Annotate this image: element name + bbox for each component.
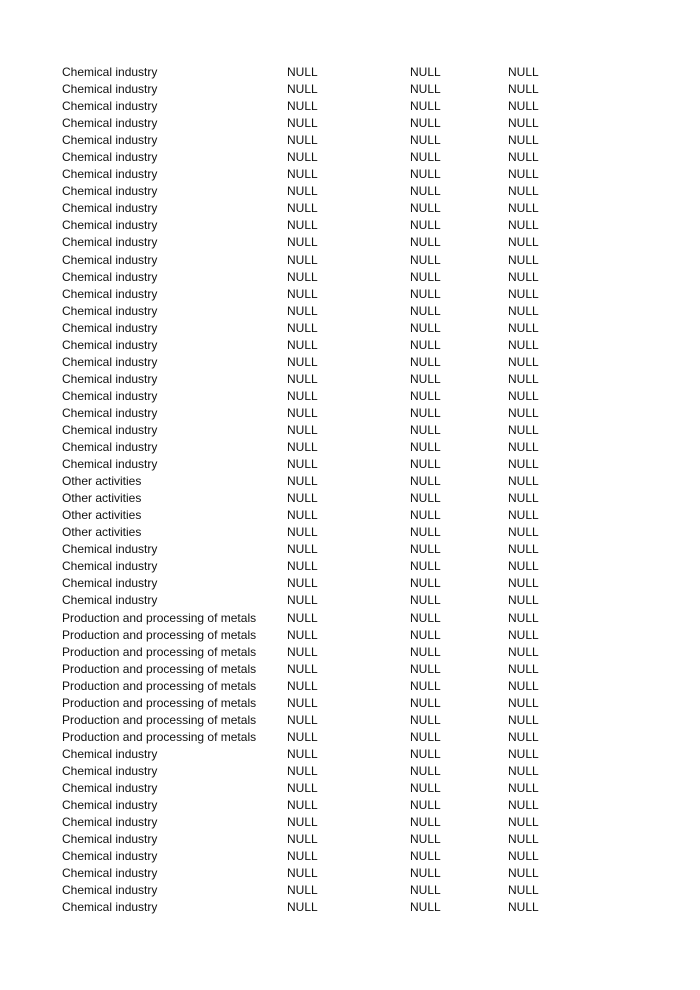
sector-cell: Chemical industry [62,371,158,386]
sector-cell: Chemical industry [62,832,158,847]
table-row [62,780,622,797]
value-cell: NULL [508,388,539,403]
value-cell: NULL [287,712,318,727]
value-cell: NULL [508,133,539,148]
value-cell: NULL [410,337,441,352]
sector-cell: Chemical industry [62,405,158,420]
value-cell: NULL [287,593,318,608]
table-row [62,661,622,678]
value-cell: NULL [287,371,318,386]
value-cell: NULL [508,798,539,813]
sector-cell: Chemical industry [62,388,158,403]
value-cell: NULL [287,508,318,523]
table-row [62,695,622,712]
value-cell: NULL [287,474,318,489]
sector-cell: Chemical industry [62,65,158,79]
value-cell: NULL [508,303,539,318]
value-cell: NULL [508,320,539,335]
sector-cell: Chemical industry [62,116,158,131]
value-cell: NULL [508,405,539,420]
table-row [62,371,622,388]
sector-cell: Chemical industry [62,866,158,881]
sector-cell: Production and processing of metals [62,695,257,710]
sector-cell: Chemical industry [62,559,158,574]
value-cell: NULL [410,678,441,693]
value-cell: NULL [287,815,318,830]
value-cell: NULL [508,354,539,369]
value-cell: NULL [287,269,318,284]
table-row [62,388,622,405]
value-cell: NULL [508,729,539,744]
value-cell: NULL [287,866,318,881]
table-row [62,422,622,439]
value-cell: NULL [508,542,539,557]
value-cell: NULL [508,440,539,455]
table-row [62,200,622,217]
value-cell: NULL [410,65,441,79]
value-cell: NULL [410,235,441,250]
value-cell: NULL [508,832,539,847]
value-cell: NULL [508,422,539,437]
value-cell: NULL [287,457,318,472]
table-row [62,405,622,422]
table-row [62,865,622,882]
value-cell: NULL [410,354,441,369]
table-row [62,541,622,558]
sector-cell: Production and processing of metals [62,712,257,727]
value-cell: NULL [287,303,318,318]
table-row [62,183,622,200]
value-cell: NULL [287,150,318,165]
sector-cell: Chemical industry [62,440,158,455]
table-row [62,627,622,644]
value-cell: NULL [508,457,539,472]
value-cell: NULL [410,712,441,727]
table-row [62,64,622,81]
sector-cell: Chemical industry [62,303,158,318]
sector-cell: Chemical industry [62,218,158,233]
value-cell: NULL [410,405,441,420]
value-cell: NULL [410,116,441,131]
sector-cell: Production and processing of metals [62,627,257,642]
table-row [62,831,622,848]
table-row [62,286,622,303]
sector-cell: Chemical industry [62,286,158,301]
value-cell: NULL [508,746,539,761]
value-cell: NULL [287,184,318,199]
value-cell: NULL [287,201,318,216]
value-cell: NULL [410,815,441,830]
value-cell: NULL [508,235,539,250]
sector-cell: Chemical industry [62,422,158,437]
sector-cell: Other activities [62,491,142,506]
value-cell: NULL [410,422,441,437]
sector-cell: Chemical industry [62,849,158,864]
value-cell: NULL [287,763,318,778]
value-cell: NULL [508,695,539,710]
value-cell: NULL [287,388,318,403]
value-cell: NULL [287,320,318,335]
table-row [62,507,622,524]
value-cell: NULL [410,167,441,182]
value-cell: NULL [287,678,318,693]
value-cell: NULL [508,627,539,642]
table-row [62,678,622,695]
table-row [62,644,622,661]
table-row [62,592,622,609]
table-row [62,746,622,763]
sector-cell: Chemical industry [62,746,158,761]
value-cell: NULL [410,99,441,114]
value-cell: NULL [410,269,441,284]
value-cell: NULL [287,661,318,676]
value-cell: NULL [287,422,318,437]
table-row [62,354,622,371]
value-cell: NULL [508,508,539,523]
value-cell: NULL [287,116,318,131]
value-cell: NULL [287,491,318,506]
value-cell: NULL [287,644,318,659]
value-cell: NULL [410,320,441,335]
value-cell: NULL [508,286,539,301]
value-cell: NULL [508,763,539,778]
value-cell: NULL [410,474,441,489]
value-cell: NULL [410,746,441,761]
sector-cell: Chemical industry [62,542,158,557]
value-cell: NULL [287,99,318,114]
sector-cell: Chemical industry [62,133,158,148]
sector-cell: Chemical industry [62,900,158,915]
value-cell: NULL [508,218,539,233]
value-cell: NULL [410,286,441,301]
value-cell: NULL [410,542,441,557]
value-cell: NULL [410,644,441,659]
value-cell: NULL [508,65,539,79]
value-cell: NULL [287,627,318,642]
table-row [62,558,622,575]
value-cell: NULL [410,576,441,591]
value-cell: NULL [410,763,441,778]
table-row [62,217,622,234]
value-cell: NULL [287,832,318,847]
value-cell: NULL [287,337,318,352]
table-row [62,473,622,490]
table-row [62,712,622,729]
value-cell: NULL [508,883,539,898]
value-cell: NULL [287,542,318,557]
value-cell: NULL [508,644,539,659]
table-row [62,81,622,98]
table-row [62,882,622,899]
sector-cell: Chemical industry [62,184,158,199]
sector-cell: Chemical industry [62,201,158,216]
table-row [62,149,622,166]
value-cell: NULL [508,525,539,540]
value-cell: NULL [508,815,539,830]
value-cell: NULL [508,99,539,114]
value-cell: NULL [508,900,539,915]
sector-cell: Chemical industry [62,763,158,778]
value-cell: NULL [287,354,318,369]
table-row [62,899,622,916]
table-row [62,115,622,132]
value-cell: NULL [287,610,318,625]
table-row [62,439,622,456]
sector-cell: Chemical industry [62,354,158,369]
table-row [62,848,622,865]
sector-cell: Chemical industry [62,99,158,114]
sector-cell: Chemical industry [62,150,158,165]
value-cell: NULL [508,593,539,608]
value-cell: NULL [287,883,318,898]
value-cell: NULL [508,780,539,795]
table-row [62,610,622,627]
value-cell: NULL [508,201,539,216]
value-cell: NULL [410,610,441,625]
value-cell: NULL [410,201,441,216]
value-cell: NULL [508,184,539,199]
value-cell: NULL [410,440,441,455]
sector-cell: Other activities [62,508,142,523]
value-cell: NULL [508,252,539,267]
sector-cell: Production and processing of metals [62,610,257,625]
table-row [62,303,622,320]
table-row [62,763,622,780]
sector-cell: Production and processing of metals [62,644,257,659]
table-row [62,234,622,251]
data-table [62,64,622,916]
value-cell: NULL [287,746,318,761]
table-row [62,166,622,183]
value-cell: NULL [410,627,441,642]
value-cell: NULL [410,866,441,881]
sector-cell: Production and processing of metals [62,678,257,693]
value-cell: NULL [508,559,539,574]
sector-cell: Production and processing of metals [62,661,257,676]
value-cell: NULL [508,474,539,489]
value-cell: NULL [287,900,318,915]
value-cell: NULL [410,832,441,847]
sector-cell: Chemical industry [62,883,158,898]
value-cell: NULL [410,303,441,318]
value-cell: NULL [287,780,318,795]
sector-cell: Chemical industry [62,815,158,830]
value-cell: NULL [508,491,539,506]
value-cell: NULL [287,798,318,813]
value-cell: NULL [410,883,441,898]
value-cell: NULL [508,866,539,881]
table-row [62,252,622,269]
value-cell: NULL [508,712,539,727]
table-row [62,575,622,592]
table-row [62,524,622,541]
sector-cell: Chemical industry [62,593,158,608]
sector-cell: Chemical industry [62,235,158,250]
value-cell: NULL [410,661,441,676]
sector-cell: Production and processing of metals [62,729,257,744]
value-cell: NULL [287,729,318,744]
sector-cell: Other activities [62,525,142,540]
value-cell: NULL [410,729,441,744]
table-row [62,814,622,831]
table-row [62,132,622,149]
value-cell: NULL [287,405,318,420]
value-cell: NULL [508,576,539,591]
sector-cell: Chemical industry [62,798,158,813]
value-cell: NULL [508,269,539,284]
value-cell: NULL [410,491,441,506]
value-cell: NULL [410,82,441,97]
value-cell: NULL [410,798,441,813]
sector-cell: Chemical industry [62,576,158,591]
value-cell: NULL [410,780,441,795]
table-row [62,797,622,814]
value-cell: NULL [508,371,539,386]
value-cell: NULL [287,440,318,455]
table-row [62,456,622,473]
value-cell: NULL [410,849,441,864]
value-cell: NULL [287,525,318,540]
value-cell: NULL [287,286,318,301]
value-cell: NULL [287,695,318,710]
value-cell: NULL [410,133,441,148]
sector-cell: Chemical industry [62,457,158,472]
sector-cell: Chemical industry [62,167,158,182]
sector-cell: Chemical industry [62,82,158,97]
sector-cell: Chemical industry [62,269,158,284]
value-cell: NULL [410,150,441,165]
value-cell: NULL [287,559,318,574]
value-cell: NULL [410,457,441,472]
value-cell: NULL [410,695,441,710]
value-cell: NULL [508,116,539,131]
value-cell: NULL [410,508,441,523]
table-row [62,337,622,354]
value-cell: NULL [508,82,539,97]
value-cell: NULL [410,252,441,267]
value-cell: NULL [287,65,318,79]
value-cell: NULL [287,576,318,591]
sector-cell: Other activities [62,474,142,489]
value-cell: NULL [287,133,318,148]
value-cell: NULL [508,337,539,352]
value-cell: NULL [410,593,441,608]
value-cell: NULL [508,661,539,676]
table-row [62,729,622,746]
sector-cell: Chemical industry [62,780,158,795]
table-row [62,269,622,286]
table-row [62,98,622,115]
value-cell: NULL [410,525,441,540]
value-cell: NULL [287,849,318,864]
value-cell: NULL [508,610,539,625]
value-cell: NULL [410,184,441,199]
value-cell: NULL [287,252,318,267]
sector-cell: Chemical industry [62,337,158,352]
value-cell: NULL [508,849,539,864]
value-cell: NULL [410,559,441,574]
table-row [62,320,622,337]
table-row [62,490,622,507]
sector-cell: Chemical industry [62,252,158,267]
value-cell: NULL [287,167,318,182]
value-cell: NULL [508,150,539,165]
sector-cell: Chemical industry [62,320,158,335]
value-cell: NULL [287,82,318,97]
value-cell: NULL [287,218,318,233]
value-cell: NULL [410,388,441,403]
value-cell: NULL [410,371,441,386]
value-cell: NULL [508,678,539,693]
value-cell: NULL [410,900,441,915]
value-cell: NULL [508,167,539,182]
value-cell: NULL [410,218,441,233]
value-cell: NULL [287,235,318,250]
